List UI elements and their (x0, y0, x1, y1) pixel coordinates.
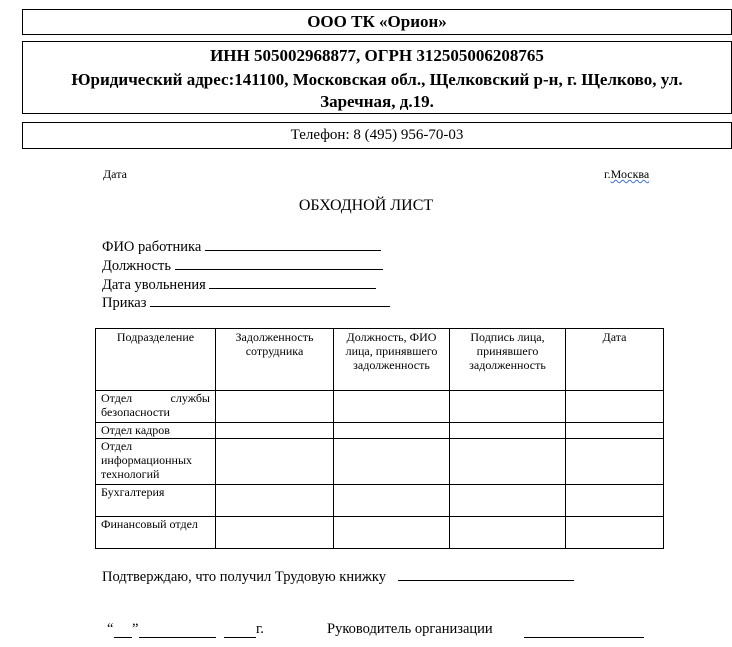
dismissal-date-blank[interactable] (209, 274, 376, 289)
month-blank[interactable] (139, 623, 216, 638)
legal-address: Юридический адрес:141100, Московская обл., Щелковский р-н, г. Щелково, ул. Заречная, д.19. (71, 70, 683, 111)
registration-numbers: ИНН 505002968877, ОГРН 312505006208765 (210, 46, 544, 65)
header-department: Подразделение (96, 329, 216, 391)
table-cell[interactable] (450, 485, 566, 517)
company-name: ООО ТК «Орион» (307, 12, 447, 31)
year-blank[interactable] (224, 623, 256, 638)
department-finance: Финансовый отдел (96, 517, 216, 549)
table-cell[interactable] (334, 439, 450, 485)
employee-name-label: ФИО работника (102, 239, 202, 255)
department-accounting: Бухгалтерия (96, 485, 216, 517)
table-row (96, 439, 664, 485)
header-receiver-position-name: Должность, ФИО лица, принявшего задолженность (334, 329, 450, 391)
table-cell[interactable] (450, 439, 566, 485)
table-cell[interactable] (566, 391, 664, 423)
table-cell[interactable] (450, 517, 566, 549)
employee-name-field[interactable] (102, 236, 381, 256)
department-it: Отдел информационных технологий (96, 439, 216, 485)
phone-box (22, 122, 732, 149)
header-date: Дата (566, 329, 664, 391)
table-row (96, 517, 664, 549)
department-security: Отдел службы безопасности (96, 391, 216, 423)
table-cell[interactable] (450, 391, 566, 423)
table-cell[interactable] (334, 391, 450, 423)
table-cell[interactable] (216, 439, 334, 485)
document-title: ОБХОДНОЙ ЛИСТ (298, 197, 434, 214)
position-field[interactable] (102, 255, 383, 275)
order-label: Приказ (102, 295, 147, 311)
employee-name-blank[interactable] (205, 236, 381, 251)
table-cell[interactable] (566, 423, 664, 439)
city-label (604, 167, 649, 182)
table-row (96, 391, 664, 423)
header-employee-debt: Задолженность сотрудника (216, 329, 334, 391)
table-row (96, 485, 664, 517)
city-name: Москва (610, 167, 650, 181)
head-signature-blank[interactable] (524, 623, 644, 638)
dismissal-date-field[interactable] (102, 274, 376, 294)
table-cell[interactable] (566, 517, 664, 549)
date-open-quote: “ (107, 621, 114, 637)
position-blank[interactable] (175, 255, 383, 270)
table-cell[interactable] (334, 517, 450, 549)
department-hr: Отдел кадров (96, 423, 216, 439)
order-blank[interactable] (150, 292, 390, 307)
table-row (96, 423, 664, 439)
confirmation-signature-blank[interactable] (398, 566, 574, 581)
table-cell[interactable] (216, 423, 334, 439)
head-label: Руководитель организации (327, 621, 493, 637)
day-blank[interactable] (114, 623, 132, 638)
confirmation-text: Подтверждаю, что получил Трудовую книжку (102, 569, 386, 585)
date-close-quote: ” (132, 621, 139, 637)
table-cell[interactable] (216, 485, 334, 517)
header-receiver-signature: Подпись лица, принявшего задолженность (450, 329, 566, 391)
table-cell[interactable] (450, 423, 566, 439)
order-field[interactable] (102, 292, 390, 312)
workbook-confirmation[interactable] (102, 566, 574, 586)
table-cell[interactable] (216, 517, 334, 549)
city-prefix: г. (604, 167, 611, 181)
position-label: Должность (102, 258, 171, 274)
date-label: Дата (103, 167, 127, 181)
clearance-table (95, 328, 664, 549)
table-cell[interactable] (566, 439, 664, 485)
table-cell[interactable] (334, 423, 450, 439)
dismissal-date-label: Дата увольнения (102, 277, 206, 293)
year-suffix: г. (256, 621, 264, 637)
table-cell[interactable] (334, 485, 450, 517)
phone-number: Телефон: 8 (495) 956-70-03 (290, 127, 464, 143)
table-cell[interactable] (566, 485, 664, 517)
table-header-row (96, 329, 664, 391)
table-cell[interactable] (216, 391, 334, 423)
company-details-box (22, 41, 732, 114)
company-name-box (22, 9, 732, 35)
